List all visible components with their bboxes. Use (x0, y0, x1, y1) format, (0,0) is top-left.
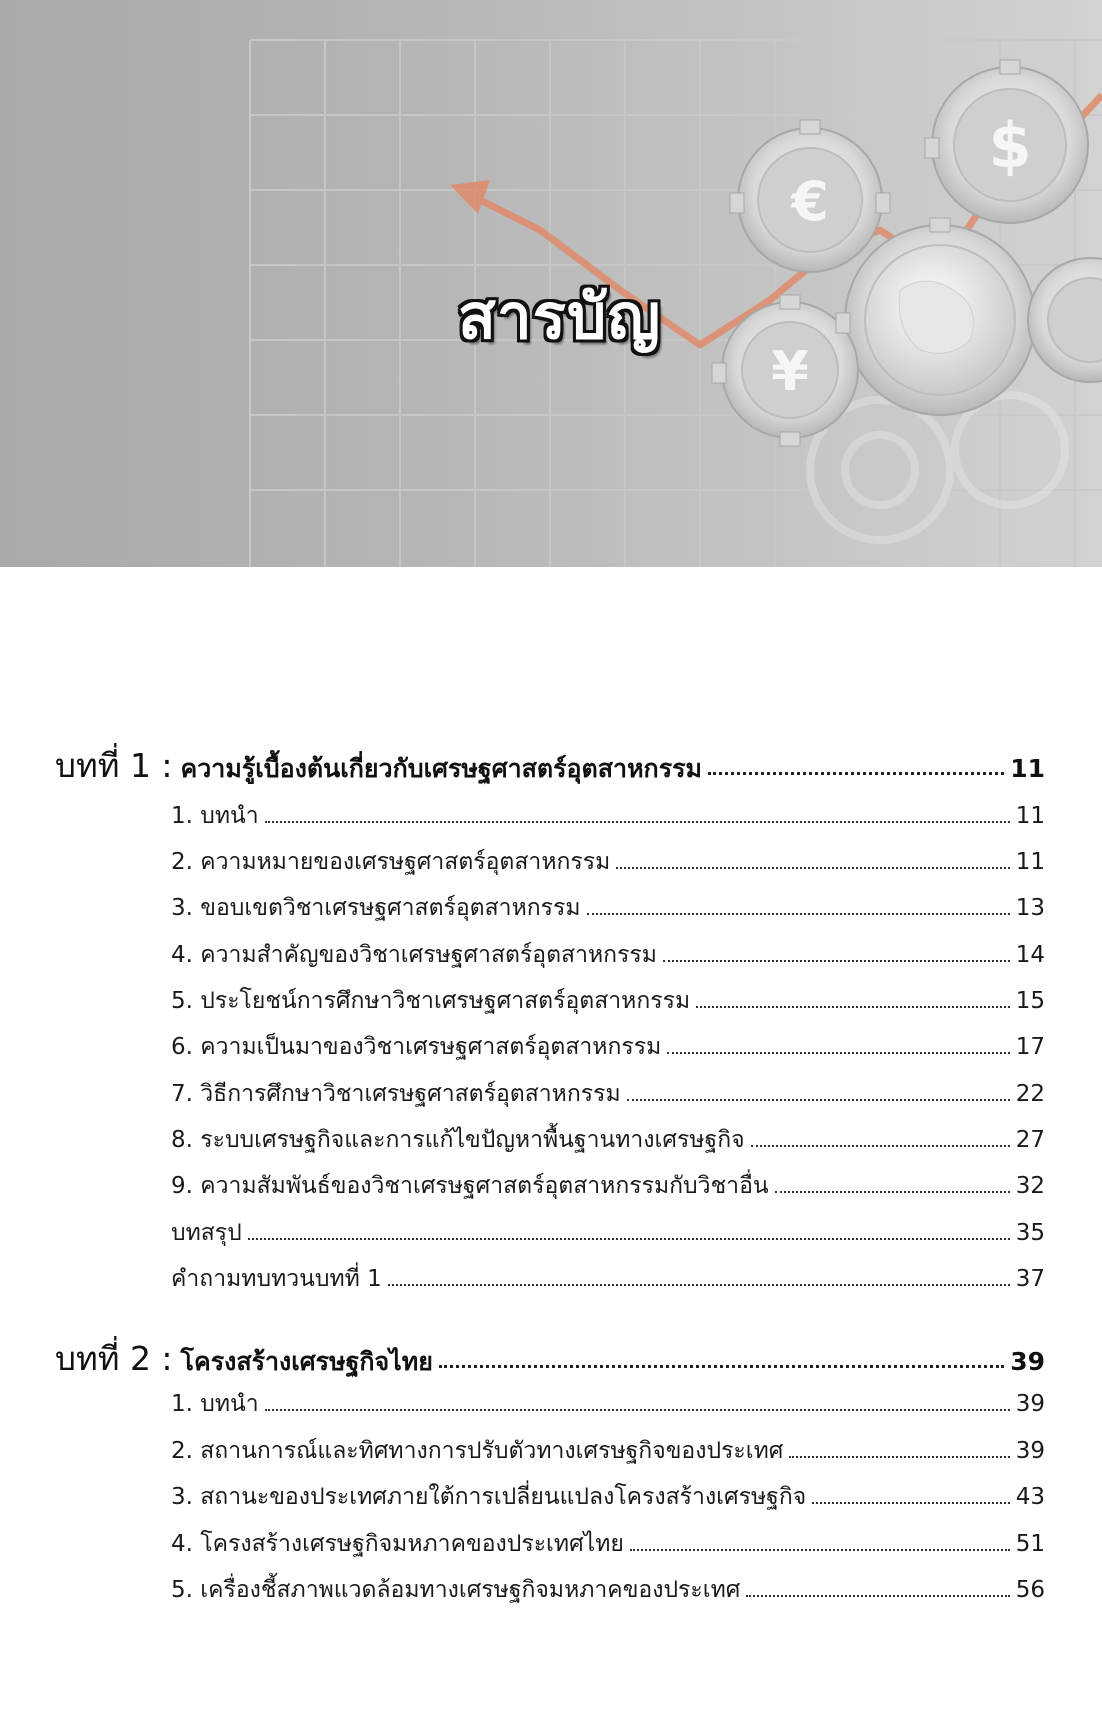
entry-title: 6. ความเป็นมาของวิชาเศรษฐศาสตร์อุตสาหกรรม (171, 1033, 662, 1060)
page-number: 11 (1015, 802, 1045, 829)
dot-leader (248, 1238, 1010, 1240)
chapter-heading[interactable] (55, 738, 1045, 785)
dot-leader (388, 1284, 1010, 1286)
toc-entry[interactable] (171, 1569, 1045, 1603)
chapter-heading[interactable] (55, 1331, 1045, 1378)
entry-title: 3. ขอบเขตวิชาเศรษฐศาสตร์อุตสาหกรรม (171, 894, 581, 921)
entry-title: 5. ประโยชน์การศึกษาวิชาเศรษฐศาสตร์อุตสาหกรรม (171, 987, 691, 1014)
page-number: 39 (1015, 1390, 1045, 1417)
entry-title: 5. เครื่องชี้สภาพแวดล้อมทางเศรษฐกิจมหภาคของประเทศ (171, 1576, 741, 1603)
entry-title: 3. สถานะของประเทศภายใต้การเปลี่ยนแปลงโครงสร้างเศรษฐกิจ (171, 1483, 807, 1510)
entry-title: 4. โครงสร้างเศรษฐกิจมหภาคของประเทศไทย (171, 1530, 624, 1557)
page-number: 14 (1015, 941, 1045, 968)
gear-euro (738, 128, 882, 272)
page-number: 27 (1015, 1126, 1045, 1153)
toc-entry[interactable] (171, 1212, 1045, 1246)
toc-entry[interactable] (171, 1383, 1045, 1417)
entry-title: 1. บทนำ (171, 802, 259, 829)
page-number: 22 (1015, 1080, 1045, 1107)
entry-title: 4. ความสำคัญของวิชาเศรษฐศาสตร์อุตสาหกรรม (171, 941, 657, 968)
chapter-label: บทที่ 1 : (55, 746, 173, 785)
dot-leader (627, 1099, 1010, 1101)
dot-leader (439, 1365, 1004, 1368)
entry-title: 2. สถานการณ์และทิศทางการปรับตัวทางเศรษฐกิจของประเทศ (171, 1437, 784, 1464)
entry-title: คำถามทบทวนบทที่ 1 (171, 1265, 382, 1292)
dot-leader (746, 1595, 1009, 1597)
entry-title: 7. วิธีการศึกษาวิชาเศรษฐศาสตร์อุตสาหกรรม (171, 1080, 621, 1107)
toc-entry[interactable] (171, 795, 1045, 829)
toc-entry[interactable] (171, 1165, 1045, 1199)
page-number: 15 (1015, 987, 1045, 1014)
page-number: 43 (1015, 1483, 1045, 1510)
toc-entry[interactable] (171, 980, 1045, 1014)
chapter-label: บทที่ 2 : (55, 1339, 173, 1378)
toc-entry[interactable] (171, 1119, 1045, 1153)
toc-entry[interactable] (171, 1476, 1045, 1510)
dot-leader (587, 913, 1010, 915)
dot-leader (630, 1549, 1010, 1551)
dot-leader (667, 1052, 1009, 1054)
gear-edge (1028, 258, 1102, 382)
dot-leader (265, 821, 1010, 823)
entry-title: 9. ความสัมพันธ์ของวิชาเศรษฐศาสตร์อุตสาหกรรมกับวิชาอื่น (171, 1172, 769, 1199)
dot-leader (812, 1502, 1009, 1504)
page-number: 11 (1015, 848, 1045, 875)
toc-entry[interactable] (171, 887, 1045, 921)
toc-entry[interactable] (171, 1026, 1045, 1060)
toc-entry[interactable] (171, 934, 1045, 968)
toc-entry[interactable] (171, 1073, 1045, 1107)
faded-gear (810, 395, 1065, 540)
dot-leader (663, 960, 1010, 962)
dot-leader (265, 1409, 1010, 1411)
gear-globe (845, 225, 1035, 415)
page-number: 39 (1015, 1437, 1045, 1464)
page-number: 56 (1015, 1576, 1045, 1603)
page-number: 13 (1015, 894, 1045, 921)
page-number: 32 (1015, 1172, 1045, 1199)
entry-title: 2. ความหมายของเศรษฐศาสตร์อุตสาหกรรม (171, 848, 611, 875)
page-number: 17 (1015, 1033, 1045, 1060)
chapter-title: โครงสร้างเศรษฐกิจไทย (180, 1346, 433, 1376)
chapter-title: ความรู้เบื้องต้นเกี่ยวกับเศรษฐศาสตร์อุตสาหกรรม (180, 753, 703, 783)
toc-entry[interactable] (171, 1258, 1045, 1292)
page-number: 37 (1015, 1265, 1045, 1292)
dot-leader (775, 1191, 1010, 1193)
page-number: 51 (1015, 1530, 1045, 1557)
toc-entry[interactable] (171, 1430, 1045, 1464)
svg-text:€: € (791, 170, 829, 233)
page-number: 39 (1010, 1346, 1045, 1376)
svg-text:$: $ (988, 109, 1032, 182)
entry-title: บทสรุป (171, 1219, 242, 1246)
header-banner (0, 0, 1102, 567)
dot-leader (616, 867, 1009, 869)
dot-leader (696, 1006, 1010, 1008)
page-number: 11 (1010, 753, 1045, 783)
toc-entry[interactable] (171, 1523, 1045, 1557)
entry-title: 1. บทนำ (171, 1390, 259, 1417)
dot-leader (789, 1456, 1009, 1458)
dot-leader (708, 772, 1004, 775)
page-title: สารบัญ (458, 280, 662, 353)
gear-dollar (932, 67, 1088, 223)
toc-entry[interactable] (171, 841, 1045, 875)
page-number: 35 (1015, 1219, 1045, 1246)
entry-title: 8. ระบบเศรษฐกิจและการแก้ไขปัญหาพื้นฐานทางเศรษฐกิจ (171, 1126, 745, 1153)
svg-text:¥: ¥ (771, 340, 809, 403)
dot-leader (751, 1145, 1010, 1147)
